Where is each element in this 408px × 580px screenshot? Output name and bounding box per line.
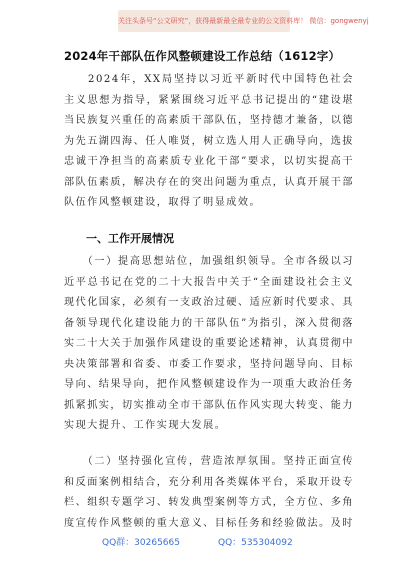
paragraph-item-2: （二）坚持强化宣传，营造浓厚氛围。坚持正面宣传和反面案例相结合，充分利用各类媒体平台，采取开设专栏、组织专题学习、转发典型案例等方式，全方位、多角度宣传作风整顿的重大意义、目标任务和经验做法。及时 — [64, 456, 354, 529]
document-title: 2024年干部队伍作风整顿建设工作总结（1612字） — [64, 49, 341, 63]
footer-qq-contact: QQ：535304092 — [218, 538, 293, 548]
section-heading: 一、工作开展情况 — [86, 232, 174, 245]
paragraph-intro: 2024年，XX局坚持以习近平新时代中国特色社会主义思想为指导，紧紧围绕习近平总书记提出的“建设堪当民族复兴重任的高素质干部队伍，坚持德才兼备，以德为先五湖四海、任人唯贤，树立选人用人正确导向，选拔忠诚干净担当的高素质专业化干部”要求，以切实提高干部队伍素质，解决存在的突出问题为重点，认真开展干部队伍作风整顿建设，取得了明显成效。 — [64, 74, 354, 208]
footer-qq-group: QQ群：30265665 — [102, 538, 180, 548]
header-promo-banner: 关注头条号“公文研究”，获得最新最全最专业的公文资料库！ 微信：gongwenyj — [118, 10, 290, 32]
paragraph-item-1: （一）提高思想站位，加强组织领导。全市各级以习近平总书记在党的二十大报告中关于“全面建设社会主义现代化国家，必须有一支政治过硬、适应新时代要求、具备领导现代化建设能力的干部队伍”为指引，深入贯彻落实二十大关于加强作风建设的重要论述精神，认真贯彻中央决策部署和省委、市委工作要求，坚持问题导向、目标导向、结果导向，把作风整顿建设作为一项重大政治任务抓紧抓实，切实推动全市干部队伍作风实现大转变、能力实现大提升、工作实现大发展。 — [64, 256, 354, 431]
